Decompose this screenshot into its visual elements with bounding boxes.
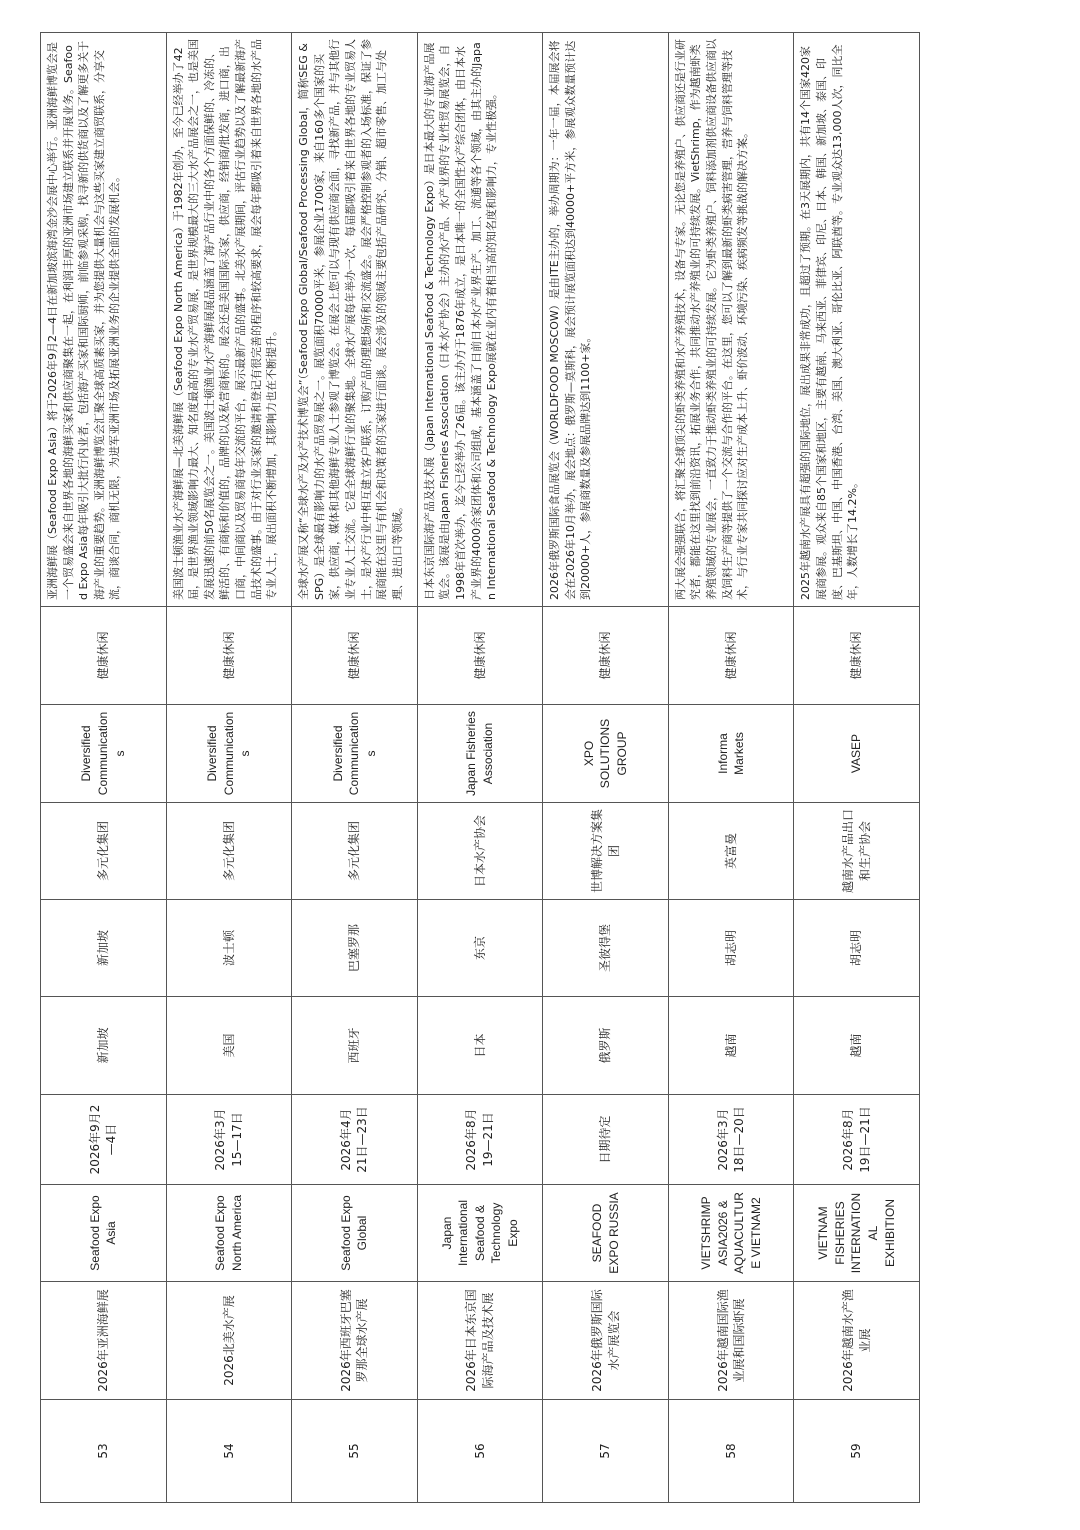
row-number: 59	[794, 1400, 920, 1503]
exhibition-description: 两大展会强强联合，将汇聚全球顶尖的虾类养殖和水产养殖技术，设备与专家。无论您是养殖户、供应商还是行业研究者，都能在这里找到前沿资讯，拓展业务合作，共同推动水产养殖业的可持续发展。VietShrimp，作为越南虾类养殖领域的专业展会，一直致力于推动虾类养殖业的可持续发展。它为虾类养殖户、饲料添加剂供应商设备供应商以及饲料生产商等提供了一个交流与合作的平台。在这里，您可以了解到最新的虾类病害管理，营养与饲料管理等技术，与行业专家共同探讨应对生产成本上升、虾价波动、环境污染、疾病频发等挑战的解决方案。	[668, 33, 794, 607]
exhibition-name: 2026年俄罗斯国际水产展览会	[543, 1282, 669, 1400]
row-number: 58	[668, 1400, 794, 1503]
exhibition-date: 2026年8月19日—21日	[794, 1095, 920, 1185]
row-number: 53	[41, 1400, 167, 1503]
exhibition-name: 2026年西班牙巴塞罗那全球水产展	[292, 1282, 418, 1400]
organizer-cn: 多元化集团	[41, 803, 167, 900]
table-row	[417, 33, 543, 1503]
exhibition-name: 2026北美水产展	[166, 1282, 292, 1400]
country: 美国	[166, 997, 292, 1095]
table-row	[668, 33, 794, 1503]
city: 新加坡	[41, 900, 167, 997]
exhibition-english-name: Seafood Expo North America	[166, 1185, 292, 1282]
exhibition-english-name: Seafood Expo Asia	[41, 1185, 167, 1282]
industry: 健康休闲	[41, 607, 167, 705]
row-number: 57	[543, 1400, 669, 1503]
row-number: 55	[292, 1400, 418, 1503]
city: 胡志明	[794, 900, 920, 997]
exhibition-date: 2026年9月2—4日	[41, 1095, 167, 1185]
exhibition-english-name: VIETSHRIMP ASIA2026 & AQUACULTURE VIETNAM2	[668, 1185, 794, 1282]
organizer-en: Japan Fisheries Association	[417, 705, 543, 803]
country: 越南	[668, 997, 794, 1095]
exhibition-english-name: VIETNAM FISHERIES INTERNATIONAL EXHIBITION	[794, 1185, 920, 1282]
country: 西班牙	[292, 997, 418, 1095]
table-row	[794, 33, 920, 1503]
exhibition-description: 亚洲海鲜展（Seafood Expo Asia）将于2026年9月2—4日在新加坡滨海湾金沙会展中心举行。亚洲海鲜博览会是一个贸易盛会来自世界各地的海鲜买家和供应商聚集在一起，在利润丰厚的亚洲市场建立联系并开展业务。Seafood Expo Asia每年吸引大批行内业者，包括海产买家和国际厨师，前临参观采购，找寻新的供货商以及了解更多关于海产业的重要趋势。亚洲海鲜博览会汇聚全球高质素买家，并为您提供大量机会与这些买家建立商贸联系，分享交流，商谈合同，商机无限，为进军亚洲市场及拓展亚洲业务的企业提供全面的发展机会。	[41, 33, 167, 607]
organizer-en: Diversified Communications	[41, 705, 167, 803]
organizer-cn: 英富曼	[668, 803, 794, 900]
industry: 健康休闲	[668, 607, 794, 705]
organizer-cn: 世博解决方案集团	[543, 803, 669, 900]
exhibition-english-name: Japan International Seafood & Technology Expo	[417, 1185, 543, 1282]
exhibition-description: 全球水产展又称“全球水产及水产技术博览会”（Seafood Expo Global/Seafood Processing Global，简称SEG & SPG）是全球最有影响力的水产品贸易展之一。展览面积70000平米，参展企业1700家，来自160多个国家的买家，供应商，媒体和其他海鲜专业人士参观了博览会。在展会上您可以与现有供应商会面，寻找新产品，并与其他行业专业人士交流。它是全球海鲜行业的聚集地。全球水产展每年举办一次，每届都吸引着来自世界各地的专业贸易人士，是水产行业中相互建立客户联系，订购产品的理想场所和交流盛会。展会严格控制参观者的入场标准，保证了参展商能在这里与有机会和决策者的买家进行面谈。展会涉及的领域主要包括产品研究、分销、超市零售、加工与处理、进出口等领域。	[292, 33, 418, 607]
exhibition-english-name: SEAFOOD EXPO RUSSIA	[543, 1185, 669, 1282]
table-row	[543, 33, 669, 1503]
city: 巴塞罗那	[292, 900, 418, 997]
country: 越南	[794, 997, 920, 1095]
industry: 健康休闲	[543, 607, 669, 705]
exhibition-english-name: Seafood Expo Global	[292, 1185, 418, 1282]
exhibition-name: 2026年越南国际渔业展和国际虾展	[668, 1282, 794, 1400]
organizer-cn: 越南水产品出口和生产协会	[794, 803, 920, 900]
organizer-en: VASEP	[794, 705, 920, 803]
exhibition-date: 2026年3月15—17日	[166, 1095, 292, 1185]
exhibition-date: 2026年3月18日—20日	[668, 1095, 794, 1185]
country: 日本	[417, 997, 543, 1095]
exhibition-description: 美国波士顿渔业水产海鲜展—北美海鲜展（Seafood Expo North America）于1982年创办，至今已经举办了42届，是世界渔业领域影响力最大、知名度最高的专业水产贸易展，是世界规模最大的三大水产品展会之一，也是美国发展迅速的前50名展览会之一。美国波士顿渔业水产海鲜展展品涵盖了海产品行业中的各个方面保鲜的、冷冻的、鲜活的、有商标和价值的，品牌的以及私营商标的。展会还是美国国际买家，供应商，经销商/批发商，进口商，出口商，中间商以及贸易商每年交流的平台，展示最新产品的盛事。北美水产展期间，评估行业趋势以及了解最新海产品技术的盛事。由于对行业买家的邀请和登记有很完善的程序和较高要求，展会每年都吸引着来自世界各地的水产品专业人士，展出面积不断增加，其影响力也在不断提升。	[166, 33, 292, 607]
city: 波士顿	[166, 900, 292, 997]
table-row	[41, 33, 167, 1503]
organizer-en: Diversified Communications	[292, 705, 418, 803]
exhibition-name: 2026年日本东京国际海产品及技术展	[417, 1282, 543, 1400]
organizer-cn: 多元化集团	[292, 803, 418, 900]
industry: 健康休闲	[292, 607, 418, 705]
organizer-cn: 多元化集团	[166, 803, 292, 900]
city: 胡志明	[668, 900, 794, 997]
exhibition-date: 2026年4月21日—23日	[292, 1095, 418, 1185]
table-row	[166, 33, 292, 1503]
industry: 健康休闲	[166, 607, 292, 705]
city: 东京	[417, 900, 543, 997]
organizer-en: Diversified Communications	[166, 705, 292, 803]
row-number: 56	[417, 1400, 543, 1503]
row-number: 54	[166, 1400, 292, 1503]
city: 圣彼得堡	[543, 900, 669, 997]
industry: 健康休闲	[794, 607, 920, 705]
country: 新加坡	[41, 997, 167, 1095]
exhibition-date: 2026年8月19—21日	[417, 1095, 543, 1185]
country: 俄罗斯	[543, 997, 669, 1095]
organizer-en: XPO SOLUTIONS GROUP	[543, 705, 669, 803]
exhibition-description: 日本东京国际海产品及技术展（Japan International Seafood & Technology Expo）是日本最大的专业海产品展览会。该展是由Japan Fisheries Association（日本水产协会）主办的水产品、水产业界的专业性贸易展览会，自1998年首次举办，迄今已经举办了26届。该主办方于1876年成立，是日本唯一的全国性水产综合团体，由日本水产业界的4000余家团体和公司组成，基本涵盖了日前日本水产业界生产、加工、流通等各个领域，由其主办的Japan International Seafood & Technology Expo展就在业内有着相当高的知名度和影响力，专业性极强。	[417, 33, 543, 607]
rotated-table-page	[40, 33, 920, 1503]
organizer-cn: 日本水产协会	[417, 803, 543, 900]
industry: 健康休闲	[417, 607, 543, 705]
exhibition-description: 2026年俄罗斯国际食品展览会（WORLDFOOD MOSCOW）是由ITE主办的，举办周期为：一年一届，本届展会将会在2026年10月举办，展会地点：俄罗斯—莫斯科，展会预计展览面积达到40000+平方米，参展观众数量预计达到20000+人，参展商数量及参展品牌达到1100+家。	[543, 33, 669, 607]
exhibition-description: 2025年越南水产展具有超强的国际地位，展出成果非常成功，且超过了预期。在3天展期内，共有14个国家420家展商参展。观众来自85个国家和地区，主要有越南、马来西亚、菲律宾、印尼、日本、韩国、新加坡、泰国、印度、巴基斯坦、中国、中国香港、台湾、美国、澳大利亚、哥伦比亚、阿联酋等。专业观众达13,000人次，同比全年，人数增长了14.2%。	[794, 33, 920, 607]
exhibition-name: 2026年亚洲海鲜展	[41, 1282, 167, 1400]
organizer-en: Informa Markets	[668, 705, 794, 803]
exhibition-date: 日期待定	[543, 1095, 669, 1185]
table-row	[292, 33, 418, 1503]
exhibition-table	[40, 32, 920, 1503]
exhibition-name: 2026年越南水产渔业展	[794, 1282, 920, 1400]
